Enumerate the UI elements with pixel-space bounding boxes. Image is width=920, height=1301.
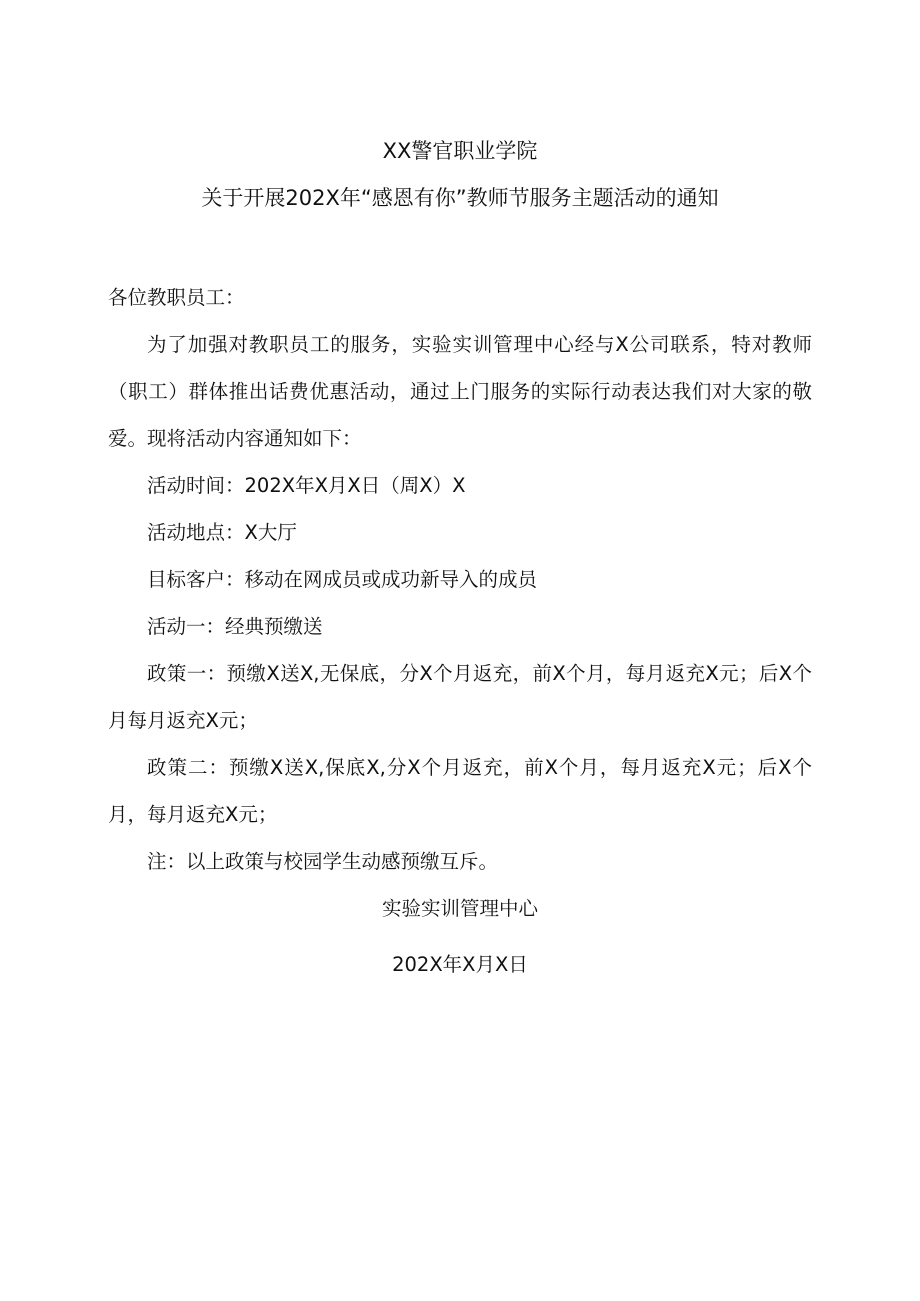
activity-place: 活动地点：X大厅 xyxy=(147,521,297,544)
signature-organization: 实验实训管理中心 xyxy=(381,897,538,920)
activity-time: 活动时间：202X年X月X日（周X）X xyxy=(147,474,466,497)
intro-paragraph: 为了加强对教职员工的服务，实验实训管理中心经与X公司联系，特对教师（职工）群体推出话费优惠活动，通过上门服务的实际行动表达我们对大家的敬爱。现将活动内容通知如下： xyxy=(108,333,812,450)
notice-title: 关于开展202X年“感恩有你”教师节服务主题活动的通知 xyxy=(201,186,719,210)
signature-date: 202X年X月X日 xyxy=(392,953,528,976)
note: 注：以上政策与校园学生动感预缴互斥。 xyxy=(147,850,499,873)
target-customers: 目标客户：移动在网成员或成功新导入的成员 xyxy=(147,568,538,591)
policy-two: 政策二：预缴X送X,保底X,分X个月返充，前X个月，每月返充X元；后X个月，每月返充X元； xyxy=(108,756,812,826)
activity-one: 活动一：经典预缴送 xyxy=(147,615,323,638)
salutation: 各位教职员工： xyxy=(108,286,245,309)
institution-title: XX警官职业学院 xyxy=(382,139,538,163)
policy-one: 政策一：预缴X送X,无保底，分X个月返充，前X个月，每月返充X元；后X个月每月返充X元； xyxy=(108,662,812,732)
